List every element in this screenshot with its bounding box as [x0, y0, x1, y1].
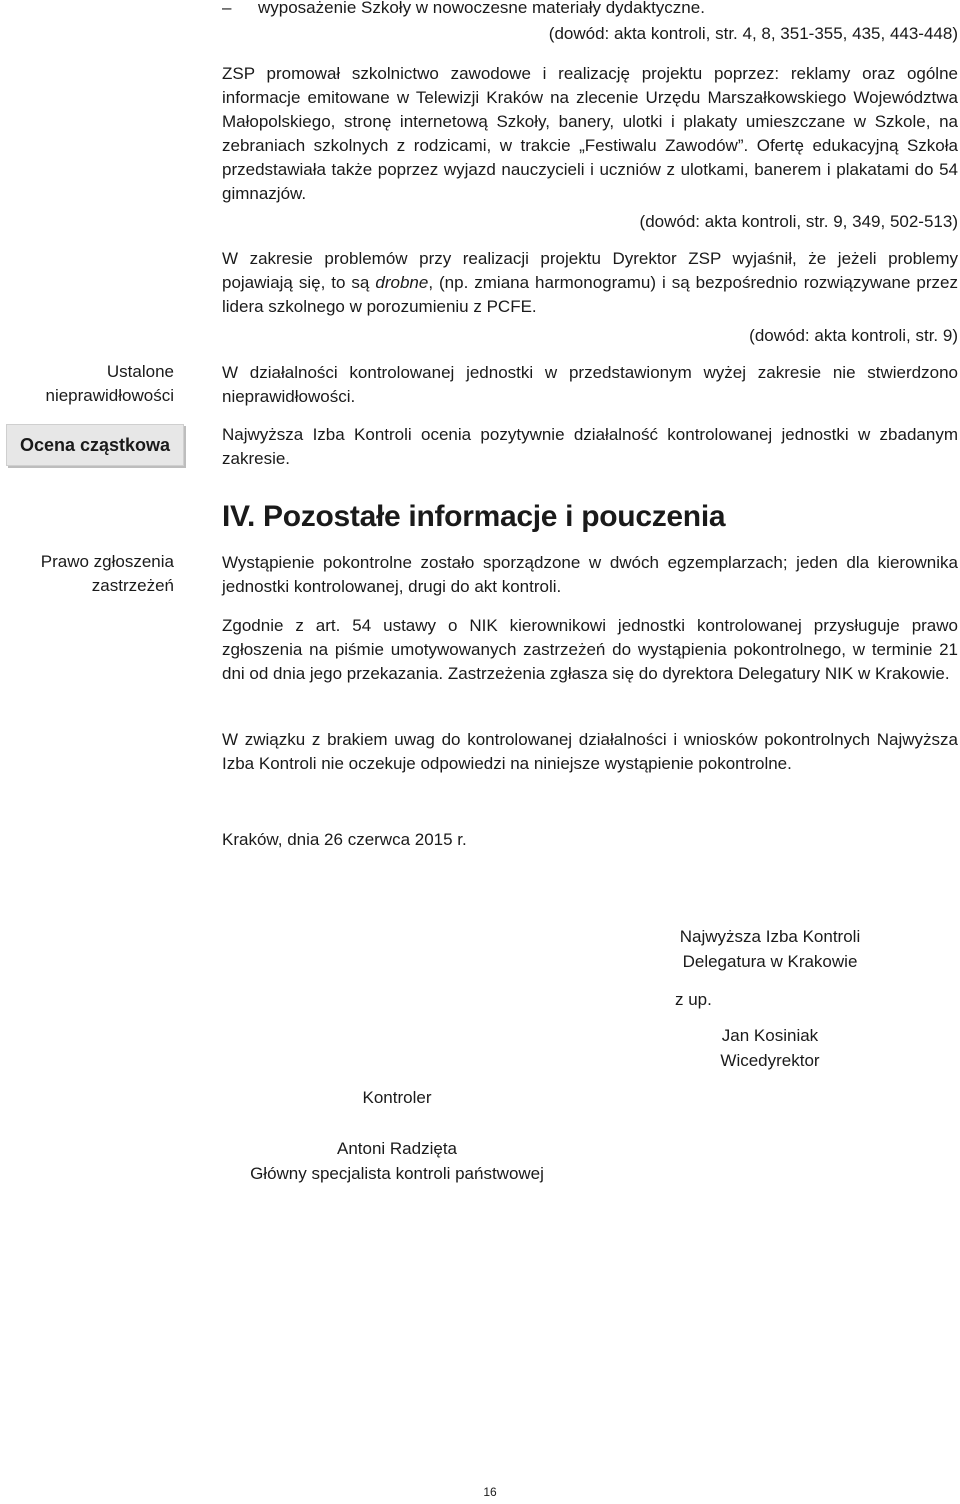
bullet-dash: –: [222, 0, 232, 17]
copies-paragraph: Wystąpienie pokontrolne zostało sporządzone w dwóch egzemplarzach; jeden dla kierownika jednostki kontrolowanej, drugi do akt kontroli.: [222, 553, 958, 596]
objection-rights-paragraph: Zgodnie z art. 54 ustawy o NIK kierownikowi jednostki kontrolowanej przysługuje prawo zgłoszenia na piśmie umotywowanych zastrzeżeń do wystąpienia pokontrolnego, w terminie 21 dni od dnia jego przekazania. Zastrzeżenia zgłasza się do dyrektora Delegatury NIK w Krakowie.: [222, 616, 958, 683]
inspector-title: Główny specjalista kontroli państwowej: [250, 1164, 544, 1183]
sidebar-label-prawo: Prawo zgłoszenia zastrzeżeń: [40, 552, 174, 595]
place-date: Kraków, dnia 26 czerwca 2015 r.: [222, 830, 467, 849]
evidence-reference: (dowód: akta kontroli, str. 9): [749, 326, 958, 345]
sidebar-label-ocena: Ocena cząstkowa: [6, 424, 184, 466]
section-heading: IV. Pozostałe informacje i pouczenia: [222, 500, 726, 533]
problems-paragraph: [222, 247, 958, 319]
problems-italic-word: drobne: [375, 273, 429, 292]
bullet-text: wyposażenie Szkoły w nowoczesne materiały dydaktyczne.: [258, 0, 705, 17]
problems-text-part: W zakresie problemów przy realizacji projektu Dyrektor ZSP wyjaśnił, że jeżeli problemy pojawiają się, to są: [222, 249, 958, 292]
signer-title: Wicedyrektor: [720, 1051, 820, 1070]
inspector-name: Antoni Radzięta: [336, 1139, 458, 1158]
evidence-reference: (dowód: akta kontroli, str. 4, 8, 351-355, 435, 443-448): [548, 24, 958, 43]
no-response-paragraph: W związku z brakiem uwag do kontrolowanej działalności i wniosków pokontrolnych Najwyższa Izba Kontroli nie oczekuje odpowiedzi na niniejsze wystąpienie pokontrolne.: [222, 730, 958, 773]
delegatura-name: Delegatura w Krakowie: [682, 952, 858, 971]
evidence-reference: (dowód: akta kontroli, str. 9, 349, 502-513): [639, 212, 958, 231]
assessment-paragraph: Najwyższa Izba Kontroli ocenia pozytywnie działalność kontrolowanej jednostki w zbadanym zakresie.: [222, 425, 958, 468]
promotion-paragraph: ZSP promował szkolnictwo zawodowe i realizację projektu poprzez: reklamy oraz ogólne informacje emitowane w Telewizji Kraków na zlecenie Urzędu Marszałkowskiego Województwa Małopolskiego, stronę internetową Szkoły, banery, ulotki i plakaty umieszczane w Szkole, na zebraniach szkolnych z rodzicami, w trakcie „Festiwalu Zawodów”. Ofertę edukacyjną Szkoła przedstawiała także poprzez wyjazd nauczycieli i uczniów z ulotkami, banerem i plakatami do 54 gimnazjów.: [222, 64, 958, 203]
findings-paragraph: W działalności kontrolowanej jednostki w przedstawionym wyżej zakresie nie stwierdzono nieprawidłowości.: [222, 363, 958, 406]
problems-text-part: , (np. zmiana harmonogramu) i są bezpośrednio rozwiązywane przez lidera szkolnego w porozumieniu z PCFE.: [222, 273, 958, 316]
page-number: 16: [483, 1485, 497, 1499]
signer-name: Jan Kosiniak: [721, 1026, 819, 1045]
inspector-label: Kontroler: [362, 1088, 432, 1107]
sidebar-label-ustalone: Ustalone nieprawidłowości: [45, 362, 174, 405]
on-behalf-label: z up.: [675, 990, 712, 1009]
nik-name: Najwyższa Izba Kontroli: [679, 927, 861, 946]
